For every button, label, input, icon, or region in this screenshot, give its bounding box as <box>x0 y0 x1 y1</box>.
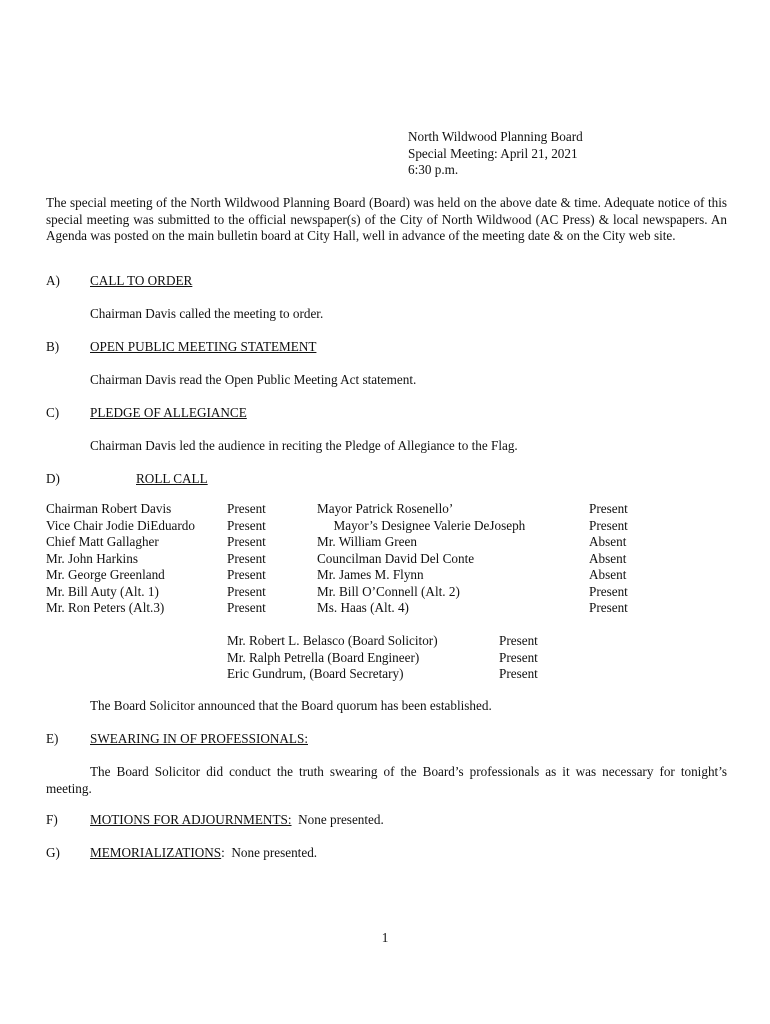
professional-name: Mr. Ralph Petrella (Board Engineer) <box>227 649 420 665</box>
roll-right-names <box>317 501 525 617</box>
member-status: Present <box>589 501 628 516</box>
section-e-paragraph <box>46 764 727 797</box>
member-name: Mr. Bill O’Connell (Alt. 2) <box>317 583 460 599</box>
intro-text: The special meeting of the North Wildwood Planning Board (Board) was held on the above date & time. Adequate notice of this special meeting was submitted to the official newspaper(s) of the City of North Wildwood (AC Press) & local newspapers. An Agenda was posted on the main bulletin board at City Hall, well in advance of the meeting date & on the City web site. <box>46 195 727 243</box>
section-g-note: : None presented. <box>221 845 318 860</box>
professional-name: Eric Gundrum, (Board Secretary) <box>227 666 404 681</box>
board-name: North Wildwood Planning Board <box>408 129 583 144</box>
section-a-title: CALL TO ORDER <box>90 273 193 288</box>
meeting-time: 6:30 p.m. <box>408 162 459 177</box>
member-status: Present <box>227 501 266 516</box>
member-status: Present <box>227 567 266 582</box>
section-a-body: Chairman Davis called the meeting to order. <box>90 306 324 321</box>
member-status: Present <box>589 600 628 615</box>
section-a-letter: A) <box>46 273 60 288</box>
member-name: Mr. George Greenland <box>46 567 165 582</box>
meeting-header <box>408 129 583 179</box>
meeting-type-date: Special Meeting: April 21, 2021 <box>408 145 578 161</box>
member-name: Vice Chair Jodie DiEduardo <box>46 517 195 533</box>
member-name: Mayor Patrick Rosenello’ <box>317 501 454 516</box>
section-f-line <box>90 812 384 829</box>
member-status: Present <box>227 534 266 549</box>
section-f-letter: F) <box>46 812 58 827</box>
page-number: 1 <box>381 930 389 945</box>
member-name: Mr. Ron Peters (Alt.3) <box>46 600 165 615</box>
member-name: Ms. Haas (Alt. 4) <box>317 600 409 615</box>
member-status: Absent <box>589 550 627 566</box>
member-name: Mr. John Harkins <box>46 550 138 566</box>
member-name: Mr. Bill Auty (Alt. 1) <box>46 583 159 599</box>
member-name: Mr. James M. Flynn <box>317 567 424 582</box>
member-status: Absent <box>589 534 627 549</box>
section-f-title: MOTIONS FOR ADJOURNMENTS: <box>90 812 292 827</box>
member-name: Mayor’s Designee Valerie DeJoseph <box>317 517 526 533</box>
section-e-letter: E) <box>46 731 59 746</box>
professionals-status <box>499 633 538 683</box>
professionals-names <box>227 633 438 683</box>
professional-status: Present <box>499 633 538 648</box>
member-name: Councilman David Del Conte <box>317 550 475 566</box>
section-f-note: None presented. <box>291 812 384 827</box>
roll-left-status <box>227 501 266 617</box>
intro-paragraph <box>46 195 727 245</box>
member-status: Present <box>227 517 266 533</box>
section-g-letter: G) <box>46 845 60 860</box>
professional-name: Mr. Robert L. Belasco (Board Solicitor) <box>227 633 438 648</box>
member-status: Present <box>589 583 628 599</box>
professional-status: Present <box>499 666 538 681</box>
roll-left-names <box>46 501 195 617</box>
member-status: Present <box>227 600 266 615</box>
section-c-body: Chairman Davis led the audience in reciting the Pledge of Allegiance to the Flag. <box>90 438 518 453</box>
member-status: Present <box>227 583 266 599</box>
professional-status: Present <box>499 649 538 665</box>
section-g-line <box>90 845 317 862</box>
section-d-letter: D) <box>46 471 60 486</box>
section-b-title: OPEN PUBLIC MEETING STATEMENT <box>90 339 317 354</box>
section-e-title: SWEARING IN OF PROFESSIONALS: <box>90 731 308 746</box>
member-name: Chairman Robert Davis <box>46 501 172 516</box>
member-name: Chief Matt Gallagher <box>46 534 159 549</box>
member-status: Absent <box>589 567 627 582</box>
member-status: Present <box>227 550 266 566</box>
section-b-letter: B) <box>46 339 60 354</box>
roll-right-status <box>589 501 628 617</box>
section-c-title: PLEDGE OF ALLEGIANCE <box>90 405 247 420</box>
member-name: Mr. William Green <box>317 534 417 549</box>
section-b-body: Chairman Davis read the Open Public Meeting Act statement. <box>90 372 417 387</box>
section-c-letter: C) <box>46 405 60 420</box>
section-d-title: ROLL CALL <box>136 471 208 486</box>
section-e-body: The Board Solicitor did conduct the truth swearing of the Board’s professionals as it was necessary for tonight’s meeting. <box>46 764 727 796</box>
member-status: Present <box>589 517 628 533</box>
section-g-title: MEMORIALIZATIONS <box>90 845 222 860</box>
quorum-statement: The Board Solicitor announced that the Board quorum has been established. <box>90 698 492 713</box>
